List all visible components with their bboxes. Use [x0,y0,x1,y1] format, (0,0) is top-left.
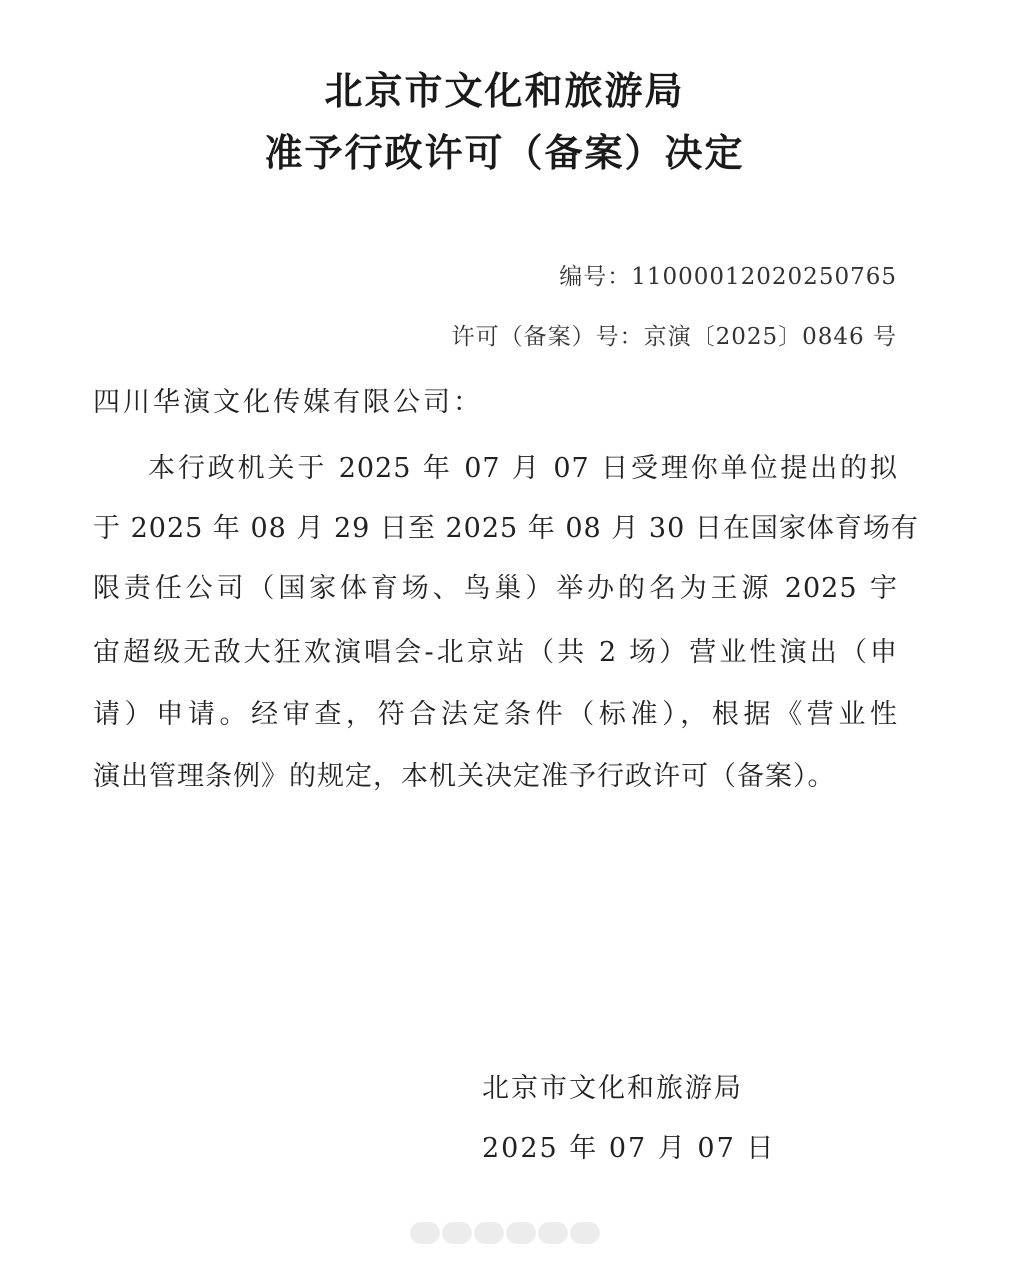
body-line: 演出管理条例》的规定，本机关决定准予行政许可（备案）。 [93,761,836,792]
body-line: 宙超级无敌大狂欢演唱会-北京站（共 2 场）营业性演出（申 [93,637,898,668]
signature-date: 2025 年 07 月 07 日 [482,1133,776,1164]
watermark-segment [538,1222,568,1244]
body-line: 于 2025 年 08 月 29 日至 2025 年 08 月 30 日在国家体育场有 [93,513,919,544]
image-watermark-bar [410,1222,600,1244]
permit-number: 许可（备案）号：京演〔2025〕0846 号 [451,324,897,350]
serial-number: 编号：11000012020250765 [559,264,897,290]
document-title-decision: 准予行政许可（备案）决定 [264,131,745,175]
addressee: 四川华演文化传媒有限公司： [93,387,483,418]
signature-org: 北京市文化和旅游局 [482,1073,743,1104]
body-line: 请）申请。经审查，符合法定条件（标准），根据《营业性 [93,699,898,730]
watermark-segment [506,1222,536,1244]
body-line: 本行政机关于 2025 年 07 月 07 日受理你单位提出的拟 [148,453,898,484]
body-line: 限责任公司（国家体育场、鸟巢）举办的名为王源 2025 宇 [93,573,898,604]
watermark-segment [410,1222,440,1244]
watermark-segment [474,1222,504,1244]
watermark-segment [442,1222,472,1244]
watermark-segment [570,1222,600,1244]
document-title-org: 北京市文化和旅游局 [324,69,685,113]
